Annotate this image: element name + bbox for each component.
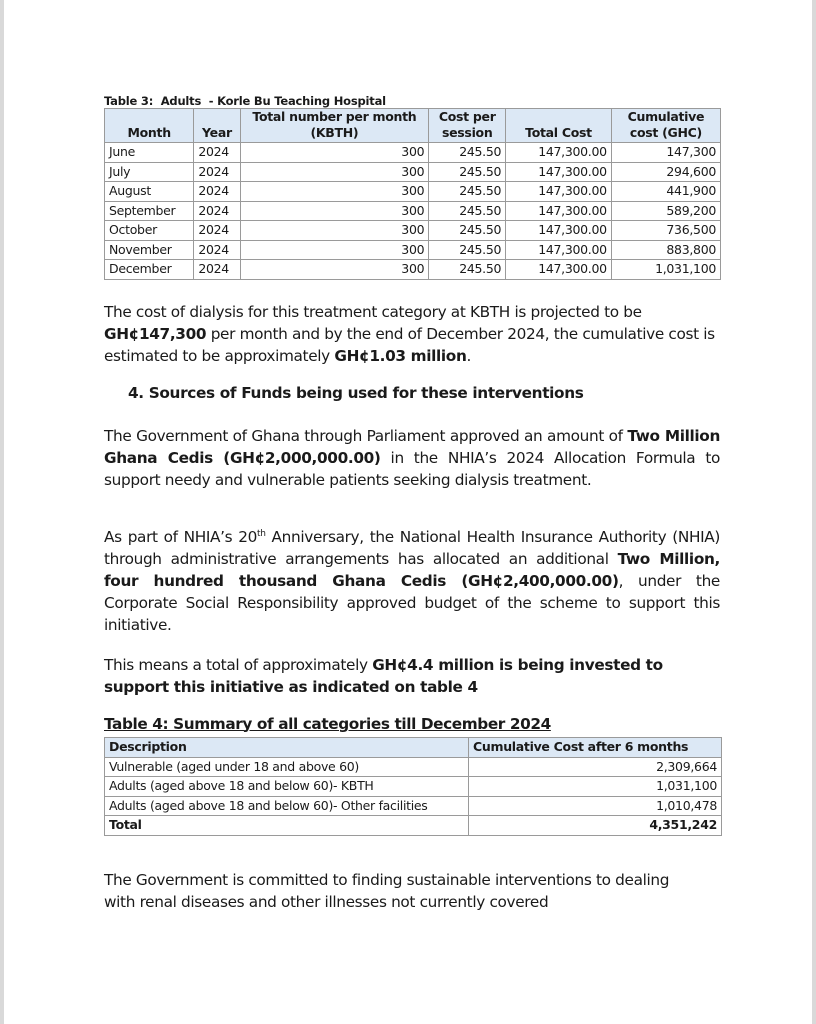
header-year: Year [194,109,240,143]
cell-number: 300 [240,260,429,280]
cell-total-cost: 147,300.00 [506,201,612,221]
cell-total-cost: 147,300.00 [506,182,612,202]
cell-value: 1,010,478 [469,796,722,816]
text-span: The Government of Ghana through Parliament approved an amount of [104,427,628,445]
cell-cost-per-session: 245.50 [429,162,506,182]
cell-cumulative: 589,200 [611,201,720,221]
cell-total-cost: 147,300.00 [506,240,612,260]
cell-number: 300 [240,240,429,260]
cell-year: 2024 [194,143,240,163]
cumulative-cost-bold: GH¢1.03 million [334,347,467,365]
total-investment-paragraph [104,654,720,698]
text-span: , under the Corporate Social Responsibility approved budget of the scheme to support this initiative. [104,572,720,634]
kbth-cost-paragraph [104,301,720,367]
table3-caption: Table 3: Adults - Korle Bu Teaching Hospital [104,94,386,108]
text-span: As part of NHIA’s 20 [104,528,258,546]
cell-description: Adults (aged above 18 and below 60)- KBTH [105,777,469,797]
cell-year: 2024 [194,240,240,260]
cell-value: 1,031,100 [469,777,722,797]
header-cost-per-session: Cost per session [429,109,506,143]
table-row [105,757,722,777]
cell-month: August [105,182,194,202]
cell-number: 300 [240,201,429,221]
table-row [105,777,722,797]
cell-month: September [105,201,194,221]
cell-cost-per-session: 245.50 [429,240,506,260]
cell-cumulative: 883,800 [611,240,720,260]
cell-month: December [105,260,194,280]
table-row [105,182,721,202]
cell-month: November [105,240,194,260]
cell-cumulative: 294,600 [611,162,720,182]
nhia-amount-bold: Two Million, four hundred thousand Ghana Cedis (GH¢2,400,000.00) [104,550,720,590]
total-investment-bold: GH¢4.4 million is being invested to support this initiative as indicated on table 4 [104,656,663,696]
text-span: This means a total of approximately [104,656,373,674]
table3-adults-kbth [104,108,721,280]
table-row [105,201,721,221]
cell-cumulative: 736,500 [611,221,720,241]
cell-year: 2024 [194,260,240,280]
cell-month: July [105,162,194,182]
cell-number: 300 [240,143,429,163]
cell-cumulative: 441,900 [611,182,720,202]
table3-header-row [105,109,721,143]
table-row [105,162,721,182]
cell-total-cost: 147,300.00 [506,221,612,241]
cell-value: 2,309,664 [469,757,722,777]
cell-year: 2024 [194,182,240,202]
cell-cost-per-session: 245.50 [429,221,506,241]
table-row [105,143,721,163]
text-span: . [466,347,472,365]
cell-cost-per-session: 245.50 [429,201,506,221]
cell-total-value: 4,351,242 [469,816,722,836]
table4-caption: Table 4: Summary of all categories till December 2024 [104,715,551,733]
government-commitment-paragraph: The Government is committed to finding sustainable interventions to dealing with renal diseases and other illnesses not currently covered [104,871,670,911]
cell-year: 2024 [194,221,240,241]
cell-month: June [105,143,194,163]
cell-cost-per-session: 245.50 [429,182,506,202]
table4-header-row [105,738,722,758]
text-span: The cost of dialysis for this treatment category at KBTH is projected to be [104,303,642,321]
header-cumulative-6-months: Cumulative Cost after 6 months [469,738,722,758]
table-row [105,240,721,260]
nhia-anniversary-paragraph [104,526,720,636]
header-month: Month [105,109,194,143]
header-cumulative-cost: Cumulative cost (GHC) [611,109,720,143]
header-total-number: Total number per month (KBTH) [240,109,429,143]
text-span: Anniversary, the National Health Insurance Authority (NHIA) through administrative arrangements has allocated an additional [104,528,721,568]
cell-total-cost: 147,300.00 [506,260,612,280]
cell-number: 300 [240,162,429,182]
table-row [105,796,722,816]
section-heading-sources-of-funds: 4. Sources of Funds being used for these interventions [128,384,584,402]
cell-description: Vulnerable (aged under 18 and above 60) [105,757,469,777]
cell-number: 300 [240,221,429,241]
government-amount-bold: Two Million Ghana Cedis (GH¢2,000,000.00) [104,427,720,467]
cell-cost-per-session: 245.50 [429,260,506,280]
text-span: per month and by the end of December 2024, the cumulative cost is estimated to be approximately [104,325,715,365]
monthly-cost-bold: GH¢147,300 [104,325,207,343]
cell-cumulative: 1,031,100 [611,260,720,280]
cell-number: 300 [240,182,429,202]
table-row [105,260,721,280]
cell-cumulative: 147,300 [611,143,720,163]
ordinal-superscript: th [257,528,266,539]
cell-cost-per-session: 245.50 [429,143,506,163]
text-span: in the NHIA’s 2024 Allocation Formula to support needy and vulnerable patients seeking dialysis treatment. [104,449,720,489]
table4-summary [104,737,722,836]
cell-year: 2024 [194,162,240,182]
government-funding-paragraph [104,425,720,491]
cell-year: 2024 [194,201,240,221]
header-total-cost: Total Cost [506,109,612,143]
cell-total-label: Total [105,816,469,836]
header-description: Description [105,738,469,758]
table-total-row [105,816,722,836]
cell-total-cost: 147,300.00 [506,143,612,163]
table-row [105,221,721,241]
cell-month: October [105,221,194,241]
cell-description: Adults (aged above 18 and below 60)- Other facilities [105,796,469,816]
document-page [4,0,812,1024]
cell-total-cost: 147,300.00 [506,162,612,182]
